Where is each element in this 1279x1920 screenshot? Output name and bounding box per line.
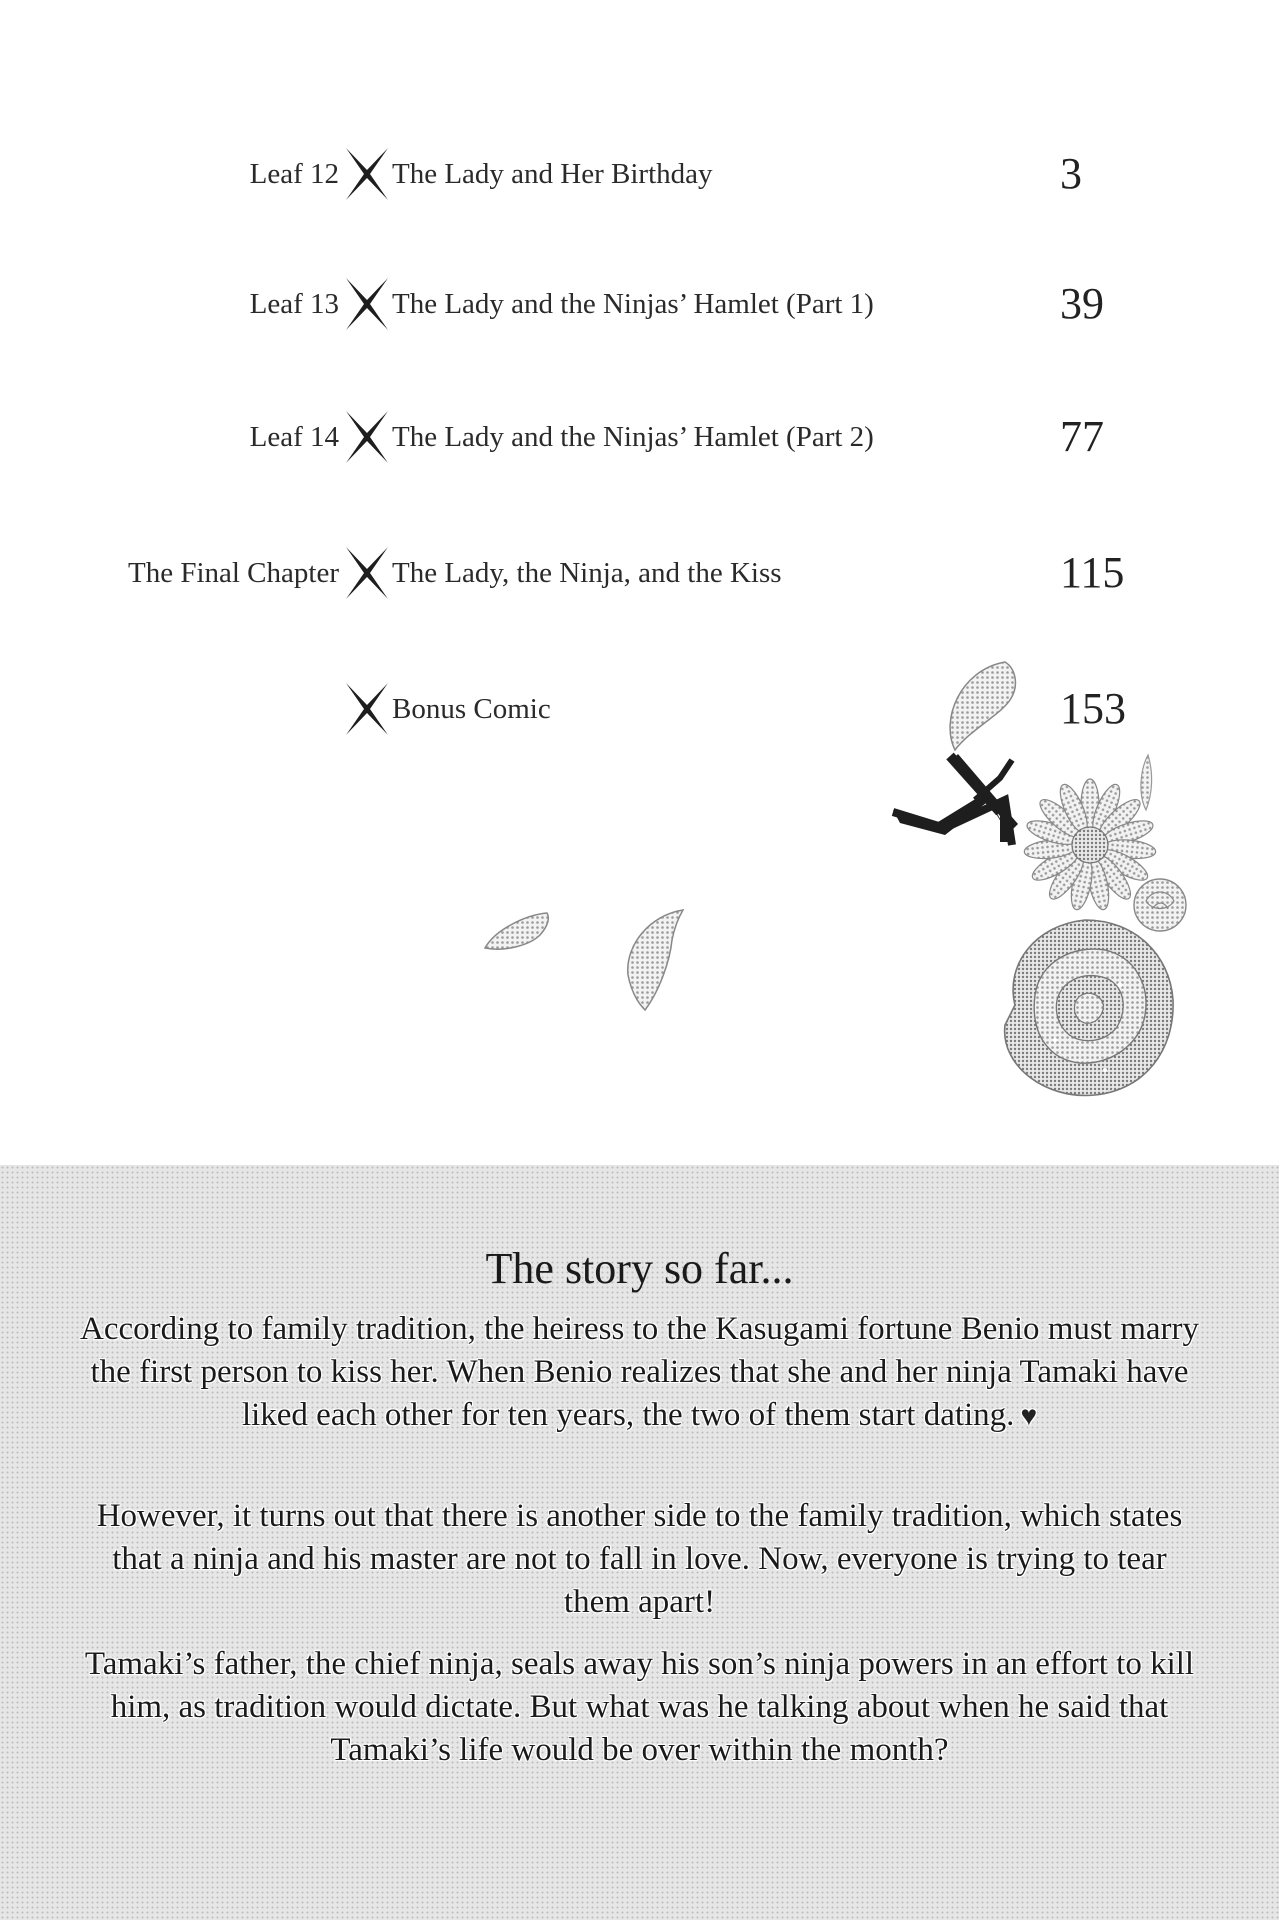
page-number: 3 [1060, 149, 1082, 198]
story-paragraph-text: According to family tradition, the heiress to the Kasugami fortune Benio must marry the first person to kiss her. When Benio realizes that she and her ninja Tamaki have liked each other for ten years, the two of them start dating. [80, 1311, 1199, 1433]
rose-icon [1005, 920, 1173, 1095]
toc-entry[interactable] [0, 270, 1279, 340]
toc-entry[interactable] [0, 140, 1279, 210]
chapter-title: The Lady and the Ninjas’ Hamlet (Part 1) [392, 288, 874, 320]
chapter-title: The Lady, the Ninja, and the Kiss [392, 557, 782, 589]
rosebud-icon [1134, 879, 1186, 931]
story-paragraph [80, 1308, 1199, 1438]
chapter-label: Leaf 12 [249, 158, 339, 190]
shuriken-icon [952, 754, 1018, 830]
toc-entry[interactable] [0, 539, 1279, 609]
story-so-far-panel [0, 1165, 1279, 1920]
chapter-label: Leaf 14 [249, 421, 339, 453]
daisy-icon [1023, 779, 1156, 911]
cross-icon [340, 679, 394, 739]
story-paragraph: Tamaki’s father, the chief ninja, seals away his son’s ninja powers in an effort to kill him, as tradition would dictate. But what was he talking about when he said that Tamaki’s life would be over within the month? [84, 1646, 1195, 1768]
chapter-title: The Lady and the Ninjas’ Hamlet (Part 2) [392, 421, 874, 453]
cross-icon [340, 543, 394, 603]
cross-icon [340, 407, 394, 467]
heart-icon: ♥ [1020, 1401, 1038, 1432]
cross-icon [340, 274, 394, 334]
chapter-title: The Lady and Her Birthday [392, 158, 713, 190]
shuriken-icon [985, 792, 1012, 840]
toc-entry[interactable] [0, 675, 1279, 745]
shuriken-icon [893, 790, 990, 835]
chapter-title: Bonus Comic [392, 693, 551, 725]
page-number: 77 [1060, 412, 1104, 461]
shuriken-icon [990, 800, 1010, 842]
toc-entry[interactable] [0, 403, 1279, 473]
chapter-label: Leaf 13 [249, 288, 339, 320]
chapter-label: The Final Chapter [127, 557, 339, 589]
petal-icon [628, 910, 683, 1010]
petal-icon [485, 913, 548, 949]
story-heading: The story so far... [485, 1244, 794, 1293]
story-paragraph: However, it turns out that there is another side to the family tradition, which states that a ninja and his master are not to fall in love. Now, everyone is trying to tear them apart! [96, 1498, 1183, 1620]
page-number: 39 [1060, 279, 1104, 328]
petal-icon [1141, 755, 1152, 810]
page-number: 153 [1060, 684, 1126, 733]
cross-icon [340, 144, 394, 204]
page-number: 115 [1060, 548, 1125, 597]
